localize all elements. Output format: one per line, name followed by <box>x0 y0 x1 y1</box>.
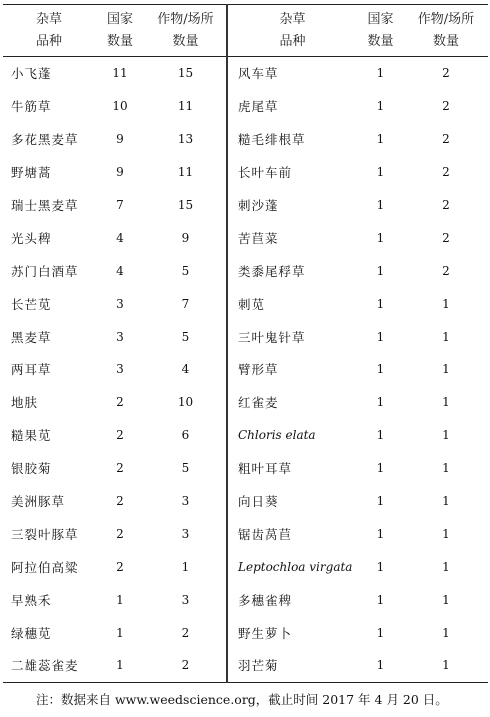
country-count-left: 2 <box>116 428 124 443</box>
weed-name-left: 牛筋草 <box>11 99 52 115</box>
header-crop-right-2: 数量 <box>404 31 488 57</box>
weed-name-right: 锯齿莴苣 <box>238 526 293 542</box>
table-row <box>3 123 488 156</box>
header-row-2 <box>3 31 488 57</box>
crop-count-right: 1 <box>442 625 450 640</box>
weed-name-right: 虎尾草 <box>238 99 279 115</box>
weed-name-right: 长叶车前 <box>238 165 293 181</box>
table-row <box>3 419 488 452</box>
weed-name-left: 美洲豚草 <box>11 494 66 510</box>
crop-count-left: 4 <box>145 353 227 386</box>
crop-count-right: 1 <box>442 428 450 443</box>
weed-name-left: 地肤 <box>11 395 39 411</box>
country-count-right: 1 <box>376 329 385 344</box>
crop-count-left: 2 <box>145 616 227 649</box>
country-count-right: 1 <box>376 395 385 410</box>
table-row <box>3 189 488 222</box>
country-count-right: 1 <box>376 494 385 509</box>
weed-name-right: 苦苣菜 <box>238 230 279 246</box>
table-row <box>3 616 488 649</box>
weed-name-left: 长芒苋 <box>11 296 52 312</box>
table-row <box>3 353 488 386</box>
crop-count-right: 2 <box>442 99 450 114</box>
country-count-left: 2 <box>116 395 124 410</box>
table-row <box>3 386 488 419</box>
weed-name-right: 刺苋 <box>238 296 266 312</box>
country-count-left: 3 <box>116 296 124 311</box>
country-count-right: 1 <box>376 132 385 147</box>
country-count-left: 2 <box>116 526 124 541</box>
crop-count-right: 1 <box>442 329 450 344</box>
country-count-left: 2 <box>116 494 124 509</box>
country-count-left: 1 <box>116 592 124 607</box>
crop-count-right: 1 <box>442 526 450 541</box>
weed-name-left: 绿穗苋 <box>11 625 52 641</box>
crop-count-right: 2 <box>442 230 450 245</box>
weed-name-left: 多花黑麦草 <box>11 132 79 148</box>
crop-count-left: 1 <box>145 550 227 583</box>
table-row <box>3 517 488 550</box>
country-count-left: 4 <box>116 263 124 278</box>
weed-name-right: 野生萝卜 <box>238 625 293 641</box>
crop-count-right: 2 <box>442 132 450 147</box>
country-count-right: 1 <box>376 230 385 245</box>
header-weed-left: 杂草 <box>3 5 95 32</box>
country-count-left: 2 <box>116 461 124 476</box>
country-count-left: 3 <box>116 362 124 377</box>
weed-name-left: 瑞士黑麦草 <box>11 198 79 213</box>
weed-name-right: 三叶鬼针草 <box>238 329 306 345</box>
crop-count-right: 1 <box>404 649 488 682</box>
crop-count-right: 2 <box>442 198 450 212</box>
crop-count-left: 11 <box>145 90 227 123</box>
crop-count-left: 15 <box>145 57 227 90</box>
weed-name-right: 刺沙蓬 <box>238 198 279 213</box>
country-count-left: 1 <box>95 649 145 682</box>
weed-name-left: 二雄蕊雀麦 <box>3 649 95 682</box>
table-row <box>3 287 488 320</box>
weed-name-left: 光头稗 <box>11 230 52 246</box>
crop-count-right: 1 <box>442 296 450 311</box>
weed-name-left: 早熟禾 <box>11 592 52 608</box>
weed-name-right: Chloris elata <box>238 428 316 443</box>
table-row <box>3 649 488 682</box>
weed-name-right: 类黍尾稃草 <box>238 263 306 279</box>
weed-name-left: 野塘蒿 <box>11 165 52 181</box>
weed-name-right: 多穗雀稗 <box>238 592 293 608</box>
crop-count-left: 5 <box>145 452 227 485</box>
table-header <box>3 5 488 57</box>
table-row <box>3 156 488 189</box>
crop-count-left: 13 <box>145 123 227 156</box>
weed-name-right: 臂形草 <box>238 362 279 378</box>
country-count-right: 1 <box>376 263 385 278</box>
table-row <box>3 57 488 90</box>
weed-name-left: 糙果苋 <box>11 428 52 444</box>
header-weed-right: 杂草 <box>227 5 357 32</box>
country-count-left: 4 <box>116 230 124 245</box>
country-count-left: 3 <box>116 329 124 344</box>
weed-name-right: 红雀麦 <box>238 395 279 411</box>
country-count-right: 1 <box>376 99 385 114</box>
crop-count-left: 3 <box>145 485 227 518</box>
crop-count-right: 1 <box>442 494 450 509</box>
country-count-left: 2 <box>116 559 124 574</box>
table-row <box>3 320 488 353</box>
country-count-right: 1 <box>376 559 385 574</box>
country-count-left: 11 <box>112 66 128 81</box>
crop-count-left: 15 <box>145 189 227 222</box>
table-row <box>3 90 488 123</box>
country-count-right: 1 <box>376 526 385 541</box>
country-count-right: 1 <box>376 461 385 476</box>
country-count-right: 1 <box>376 428 385 443</box>
table-row <box>3 452 488 485</box>
country-count-right: 1 <box>376 198 385 212</box>
weed-name-right: 糙毛绯根草 <box>238 132 306 148</box>
crop-count-right: 2 <box>442 165 450 180</box>
weed-name-right: Leptochloa virgata <box>238 559 353 574</box>
weed-name-left: 黑麦草 <box>11 329 52 345</box>
header-weed-left-2: 品种 <box>3 31 95 57</box>
crop-count-left: 9 <box>145 221 227 254</box>
weed-name-left: 小飞蓬 <box>11 66 52 82</box>
country-count-right: 1 <box>376 592 385 607</box>
weed-name-right: 粗叶耳草 <box>238 461 293 477</box>
weed-name-left: 两耳草 <box>11 362 52 378</box>
country-count-left: 9 <box>116 165 124 180</box>
country-count-left: 7 <box>116 198 124 212</box>
weed-name-left: 阿拉伯高粱 <box>11 559 79 575</box>
header-country-left-2: 数量 <box>95 31 145 57</box>
header-crop-right: 作物/场所 <box>404 5 488 32</box>
weed-name-left: 三裂叶豚草 <box>11 526 79 542</box>
country-count-right: 1 <box>376 66 385 81</box>
table-footnote: 注：数据来自 www.weedscience.org，截止时间 2017 年 4 月 20 日。 <box>36 692 448 707</box>
country-count-right: 1 <box>376 625 385 640</box>
header-row-1 <box>3 5 488 32</box>
header-crop-left: 作物/场所 <box>145 5 227 32</box>
country-count-left: 1 <box>116 625 124 640</box>
weed-name-right: 风车草 <box>238 66 279 82</box>
country-count-right: 1 <box>357 649 404 682</box>
country-count-right: 1 <box>376 296 385 311</box>
crop-count-left: 2 <box>145 649 227 682</box>
crop-count-left: 3 <box>145 583 227 616</box>
crop-count-left: 5 <box>145 254 227 287</box>
crop-count-left: 5 <box>145 320 227 353</box>
header-country-right-2: 数量 <box>357 31 404 57</box>
weed-name-right: 羽芒菊 <box>227 649 357 682</box>
country-count-left: 9 <box>116 132 124 147</box>
table-row <box>3 583 488 616</box>
table-row <box>3 485 488 518</box>
header-country-left: 国家 <box>95 5 145 32</box>
crop-count-right: 2 <box>442 263 450 278</box>
weed-name-left: 苏门白酒草 <box>11 263 79 279</box>
crop-count-left: 10 <box>145 386 227 419</box>
crop-count-left: 6 <box>145 419 227 452</box>
weed-name-left: 银胶菊 <box>11 461 52 477</box>
resistant-weed-table <box>3 4 488 683</box>
table-row <box>3 550 488 583</box>
crop-count-right: 1 <box>442 395 450 410</box>
header-weed-right-2: 品种 <box>227 31 357 57</box>
country-count-right: 1 <box>376 165 385 180</box>
crop-count-right: 1 <box>442 559 450 574</box>
crop-count-right: 1 <box>442 362 450 377</box>
table-row <box>3 221 488 254</box>
header-country-right: 国家 <box>357 5 404 32</box>
weed-name-right: 向日葵 <box>238 494 279 510</box>
crop-count-right: 2 <box>442 66 450 81</box>
crop-count-right: 1 <box>442 461 450 476</box>
crop-count-left: 7 <box>145 287 227 320</box>
crop-count-right: 1 <box>442 592 450 607</box>
table-row <box>3 254 488 287</box>
table-body <box>3 57 488 683</box>
country-count-right: 1 <box>376 362 385 377</box>
crop-count-left: 3 <box>145 517 227 550</box>
header-crop-left-2: 数量 <box>145 31 227 57</box>
country-count-left: 10 <box>112 99 128 114</box>
crop-count-left: 11 <box>145 156 227 189</box>
